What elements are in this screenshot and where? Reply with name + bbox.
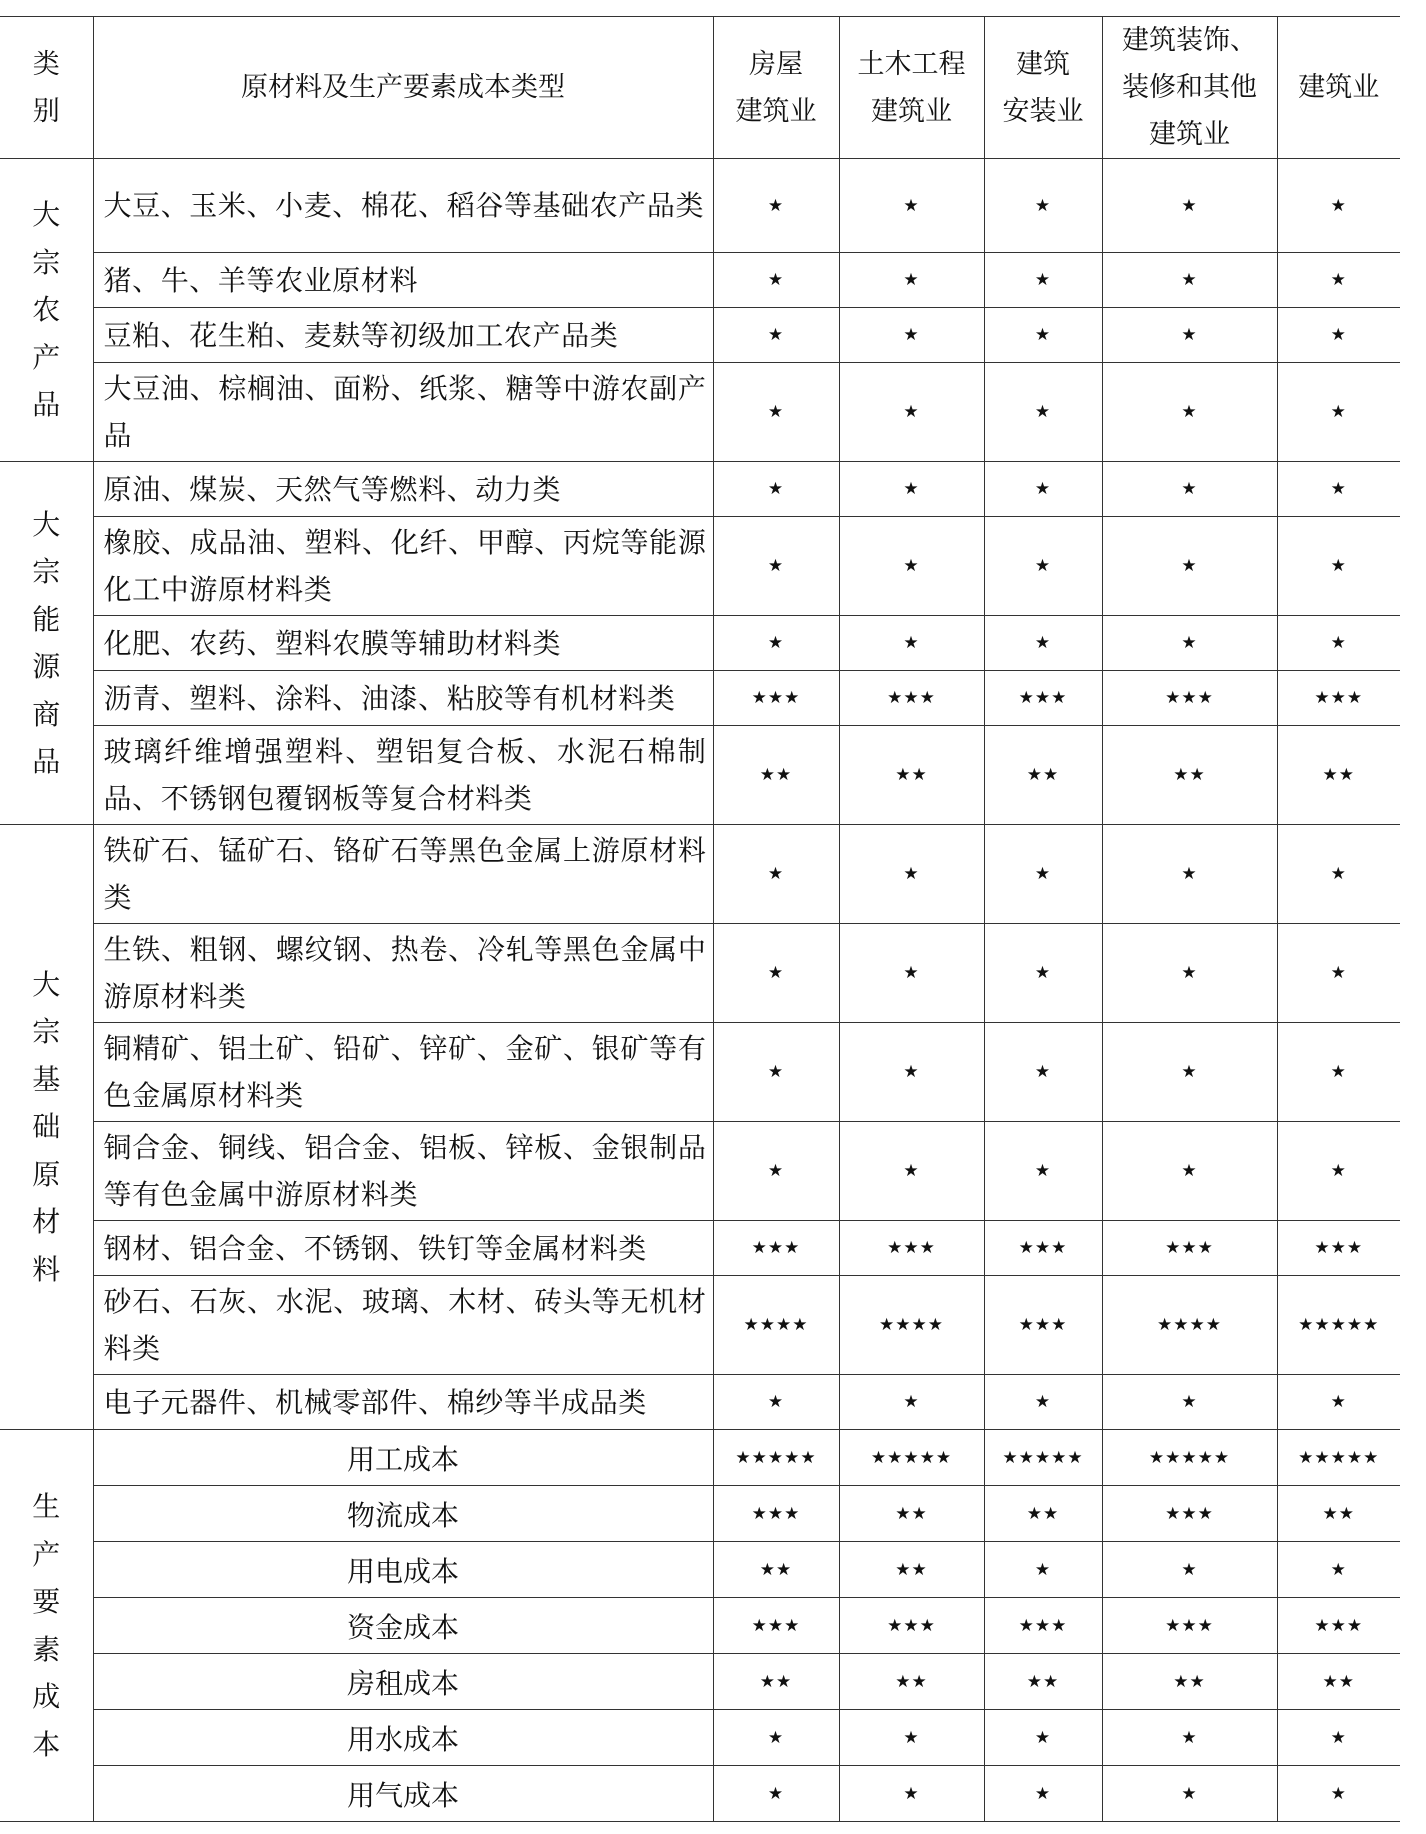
rating-stars: ★	[1277, 1023, 1400, 1122]
rating-stars: ★	[1277, 1122, 1400, 1221]
rating-stars: ★	[984, 1766, 1102, 1822]
rating-stars: ★★★	[1102, 1486, 1277, 1542]
item-label: 玻璃纤维增强塑料、塑铝复合板、水泥石棉制品、不锈钢包覆钢板等复合材料类	[93, 726, 713, 825]
rating-stars: ★★	[839, 1654, 984, 1710]
rating-stars: ★	[839, 1375, 984, 1430]
item-label: 铜精矿、铝土矿、铅矿、锌矿、金矿、银矿等有色金属原材料类	[93, 1023, 713, 1122]
rating-stars: ★	[1277, 363, 1400, 462]
table-row	[0, 1766, 1400, 1822]
rating-stars: ★	[713, 1375, 839, 1430]
rating-stars: ★	[713, 1122, 839, 1221]
rating-stars: ★	[1102, 1766, 1277, 1822]
rating-stars: ★★	[984, 1486, 1102, 1542]
rating-stars: ★	[1277, 308, 1400, 363]
table-row	[0, 1542, 1400, 1598]
item-label: 化肥、农药、塑料农膜等辅助材料类	[93, 616, 713, 671]
table-row	[0, 671, 1400, 726]
category-cell: 大 宗 基 础 原 材 料	[0, 825, 93, 1430]
item-label: 大豆、玉米、小麦、棉花、稻谷等基础农产品类	[93, 159, 713, 253]
table-row	[0, 1654, 1400, 1710]
table-row	[0, 1276, 1400, 1375]
rating-stars: ★	[984, 1023, 1102, 1122]
rating-stars: ★	[839, 517, 984, 616]
table-row	[0, 1430, 1400, 1486]
item-label: 钢材、铝合金、不锈钢、铁钉等金属材料类	[93, 1221, 713, 1276]
rating-stars: ★★	[1277, 1654, 1400, 1710]
rating-stars: ★★★	[1102, 671, 1277, 726]
rating-stars: ★★★★★	[1277, 1276, 1400, 1375]
rating-stars: ★★	[713, 1542, 839, 1598]
rating-stars: ★★★	[1277, 671, 1400, 726]
item-label: 铜合金、铜线、铝合金、铝板、锌板、金银制品等有色金属中游原材料类	[93, 1122, 713, 1221]
rating-stars: ★	[984, 462, 1102, 517]
rating-stars: ★	[1277, 616, 1400, 671]
rating-stars: ★★★	[1102, 1598, 1277, 1654]
rating-stars: ★	[1277, 924, 1400, 1023]
rating-stars: ★	[839, 1710, 984, 1766]
rating-stars: ★	[1277, 253, 1400, 308]
table-row	[0, 1023, 1400, 1122]
rating-stars: ★★	[1102, 726, 1277, 825]
rating-stars: ★	[839, 462, 984, 517]
rating-stars: ★	[1102, 159, 1277, 253]
table-row	[0, 363, 1400, 462]
item-label: 豆粕、花生粕、麦麸等初级加工农产品类	[93, 308, 713, 363]
table-row	[0, 1710, 1400, 1766]
rating-stars: ★	[1102, 363, 1277, 462]
rating-stars: ★	[984, 825, 1102, 924]
rating-stars: ★	[1277, 825, 1400, 924]
rating-stars: ★★★★	[1102, 1276, 1277, 1375]
header-industry: 建筑 安装业	[984, 17, 1102, 159]
rating-stars: ★	[1102, 1122, 1277, 1221]
rating-stars: ★	[839, 308, 984, 363]
rating-stars: ★	[839, 253, 984, 308]
item-label: 资金成本	[93, 1598, 713, 1654]
rating-stars: ★	[984, 616, 1102, 671]
rating-stars: ★★★	[839, 671, 984, 726]
rating-stars: ★	[839, 924, 984, 1023]
rating-stars: ★	[1102, 825, 1277, 924]
rating-stars: ★	[1277, 1542, 1400, 1598]
item-label: 沥青、塑料、涂料、油漆、粘胶等有机材料类	[93, 671, 713, 726]
rating-stars: ★★	[713, 726, 839, 825]
rating-stars: ★	[1277, 1766, 1400, 1822]
table-row	[0, 825, 1400, 924]
rating-stars: ★★★★★	[1102, 1430, 1277, 1486]
item-label: 大豆油、棕榈油、面粉、纸浆、糖等中游农副产品	[93, 363, 713, 462]
rating-stars: ★	[839, 1023, 984, 1122]
rating-stars: ★★★	[984, 1598, 1102, 1654]
rating-stars: ★★	[984, 726, 1102, 825]
rating-stars: ★★★	[1102, 1221, 1277, 1276]
header-category: 类 别	[0, 17, 93, 159]
rating-stars: ★	[984, 363, 1102, 462]
table-row	[0, 726, 1400, 825]
rating-stars: ★	[1277, 159, 1400, 253]
rating-stars: ★	[713, 1023, 839, 1122]
rating-stars: ★	[1277, 517, 1400, 616]
rating-stars: ★	[1102, 1710, 1277, 1766]
rating-stars: ★	[1102, 517, 1277, 616]
rating-stars: ★	[713, 1710, 839, 1766]
rating-stars: ★★	[713, 1654, 839, 1710]
rating-stars: ★	[984, 924, 1102, 1023]
header-industry: 土木工程 建筑业	[839, 17, 984, 159]
category-cell: 生 产 要 素 成 本	[0, 1430, 93, 1822]
table-row	[0, 1486, 1400, 1542]
rating-stars: ★	[839, 363, 984, 462]
item-label: 砂石、石灰、水泥、玻璃、木材、砖头等无机材料类	[93, 1276, 713, 1375]
rating-stars: ★	[713, 462, 839, 517]
header-industry: 建筑装饰、 装修和其他 建筑业	[1102, 17, 1277, 159]
rating-stars: ★★★	[984, 1276, 1102, 1375]
rating-stars: ★★★	[839, 1221, 984, 1276]
table-row	[0, 1122, 1400, 1221]
rating-stars: ★	[713, 616, 839, 671]
rating-stars: ★	[839, 159, 984, 253]
rating-stars: ★	[984, 308, 1102, 363]
table-row	[0, 924, 1400, 1023]
rating-stars: ★★★	[713, 1486, 839, 1542]
rating-stars: ★	[1102, 924, 1277, 1023]
rating-stars: ★	[1277, 1710, 1400, 1766]
rating-stars: ★★	[1102, 1654, 1277, 1710]
rating-stars: ★	[1277, 462, 1400, 517]
item-label: 生铁、粗钢、螺纹钢、热卷、冷轧等黑色金属中游原材料类	[93, 924, 713, 1023]
header-row	[0, 17, 1400, 159]
rating-stars: ★★★★★	[1277, 1430, 1400, 1486]
rating-stars: ★	[984, 159, 1102, 253]
rating-stars: ★	[984, 1710, 1102, 1766]
item-label: 用工成本	[93, 1430, 713, 1486]
rating-stars: ★	[839, 1766, 984, 1822]
item-label: 用水成本	[93, 1710, 713, 1766]
table-row	[0, 1375, 1400, 1430]
rating-stars: ★	[713, 363, 839, 462]
rating-stars: ★	[984, 517, 1102, 616]
rating-stars: ★★★	[713, 1598, 839, 1654]
table-row	[0, 308, 1400, 363]
rating-stars: ★	[713, 825, 839, 924]
rating-stars: ★★	[984, 1654, 1102, 1710]
item-label: 物流成本	[93, 1486, 713, 1542]
rating-stars: ★★★	[1277, 1221, 1400, 1276]
table-row	[0, 253, 1400, 308]
rating-stars: ★	[713, 517, 839, 616]
rating-stars: ★★★	[1277, 1598, 1400, 1654]
item-label: 房租成本	[93, 1654, 713, 1710]
rating-stars: ★	[1102, 308, 1277, 363]
table-row	[0, 1221, 1400, 1276]
item-label: 电子元器件、机械零部件、棉纱等半成品类	[93, 1375, 713, 1430]
rating-stars: ★★★	[984, 671, 1102, 726]
rating-stars: ★	[1102, 462, 1277, 517]
rating-stars: ★★★★★	[984, 1430, 1102, 1486]
rating-stars: ★	[984, 1542, 1102, 1598]
rating-stars: ★★	[1277, 1486, 1400, 1542]
item-label: 铁矿石、锰矿石、铬矿石等黑色金属上游原材料类	[93, 825, 713, 924]
item-label: 用电成本	[93, 1542, 713, 1598]
rating-stars: ★	[713, 253, 839, 308]
table-row	[0, 517, 1400, 616]
category-cell: 大 宗 能 源 商 品	[0, 462, 93, 825]
header-type: 原材料及生产要素成本类型	[93, 17, 713, 159]
rating-stars: ★★★	[713, 1221, 839, 1276]
cost-type-table	[0, 16, 1400, 1822]
rating-stars: ★★	[839, 726, 984, 825]
rating-stars: ★	[1277, 1375, 1400, 1430]
item-label: 橡胶、成品油、塑料、化纤、甲醇、丙烷等能源化工中游原材料类	[93, 517, 713, 616]
item-label: 原油、煤炭、天然气等燃料、动力类	[93, 462, 713, 517]
rating-stars: ★	[1102, 1023, 1277, 1122]
table-row	[0, 159, 1400, 253]
rating-stars: ★	[1102, 253, 1277, 308]
table-row	[0, 1598, 1400, 1654]
item-label: 猪、牛、羊等农业原材料	[93, 253, 713, 308]
table-row	[0, 462, 1400, 517]
rating-stars: ★★	[839, 1542, 984, 1598]
rating-stars: ★	[1102, 1375, 1277, 1430]
header-industry: 房屋 建筑业	[713, 17, 839, 159]
rating-stars: ★★	[839, 1486, 984, 1542]
rating-stars: ★★★★★	[839, 1430, 984, 1486]
rating-stars: ★	[713, 924, 839, 1023]
rating-stars: ★	[839, 1122, 984, 1221]
rating-stars: ★★★★	[839, 1276, 984, 1375]
rating-stars: ★★★	[713, 671, 839, 726]
rating-stars: ★	[1102, 1542, 1277, 1598]
category-cell: 大 宗 农 产 品	[0, 159, 93, 462]
rating-stars: ★	[713, 308, 839, 363]
rating-stars: ★	[713, 1766, 839, 1822]
header-industry: 建筑业	[1277, 17, 1400, 159]
rating-stars: ★	[839, 616, 984, 671]
rating-stars: ★★★★	[713, 1276, 839, 1375]
table-row	[0, 616, 1400, 671]
rating-stars: ★	[1102, 616, 1277, 671]
rating-stars: ★	[984, 1375, 1102, 1430]
rating-stars: ★	[984, 1122, 1102, 1221]
rating-stars: ★★	[1277, 726, 1400, 825]
rating-stars: ★★★★★	[713, 1430, 839, 1486]
rating-stars: ★★★	[984, 1221, 1102, 1276]
rating-stars: ★★★	[839, 1598, 984, 1654]
item-label: 用气成本	[93, 1766, 713, 1822]
rating-stars: ★	[713, 159, 839, 253]
rating-stars: ★	[984, 253, 1102, 308]
rating-stars: ★	[839, 825, 984, 924]
